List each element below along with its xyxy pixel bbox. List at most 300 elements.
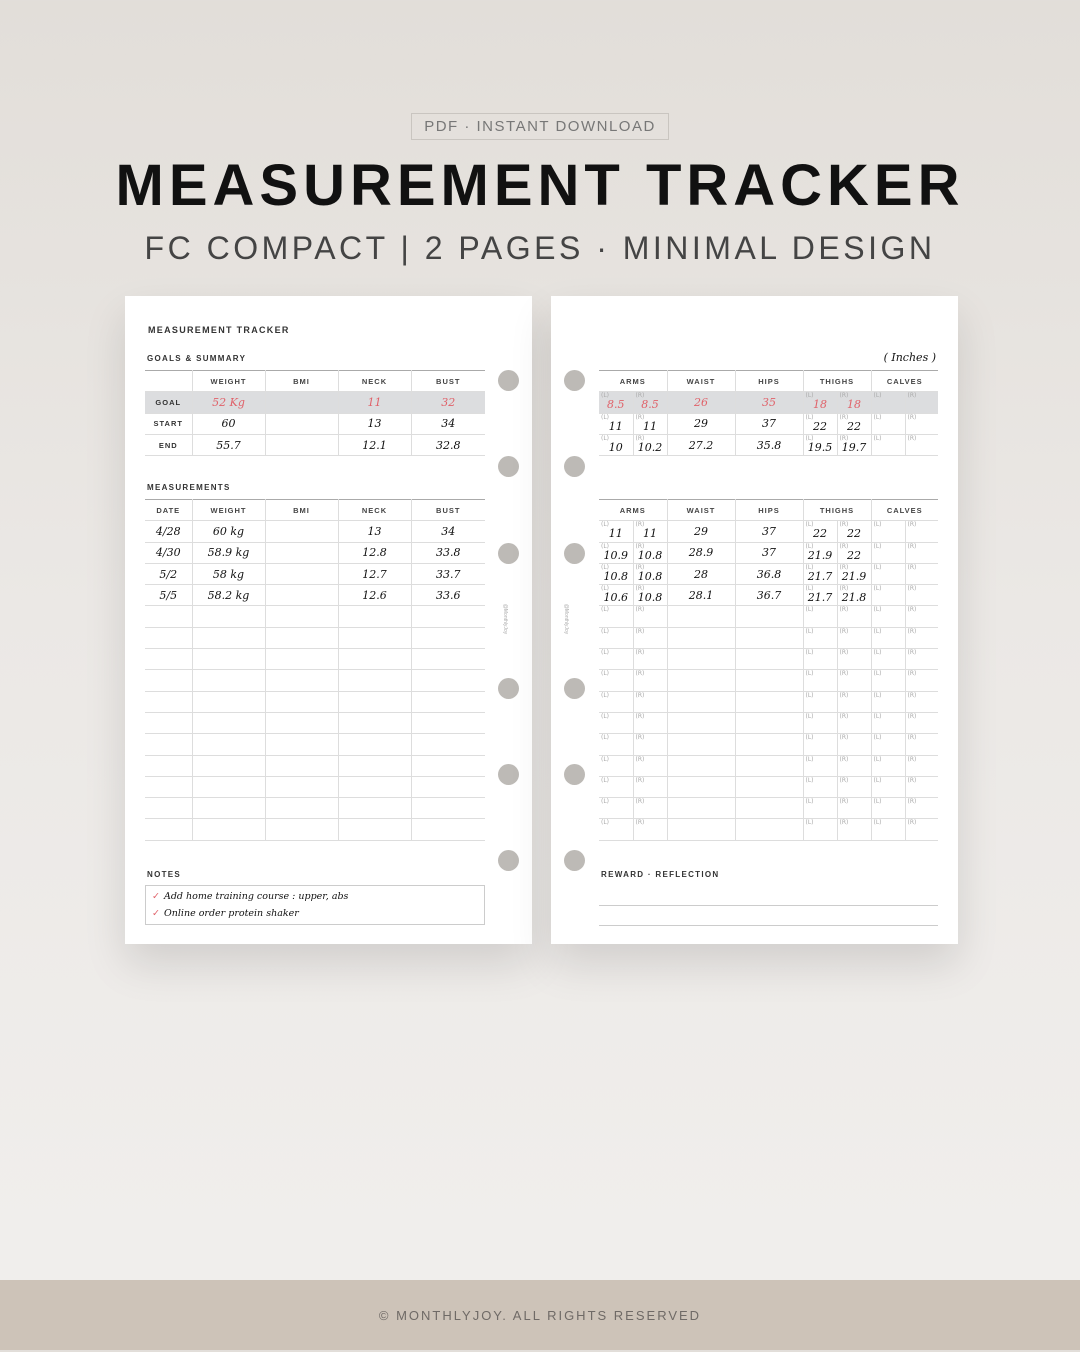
cell-value [634, 742, 667, 747]
right-side-icon: (R) [839, 670, 849, 678]
table-row[interactable] [599, 392, 938, 413]
table-row[interactable] [145, 585, 485, 606]
table-cell: 58 kg [192, 563, 265, 584]
table-row[interactable] [145, 712, 485, 733]
table-cell [633, 776, 667, 797]
column-header: WEIGHT [192, 371, 265, 392]
table-cell [411, 776, 485, 797]
cell-value [872, 635, 905, 640]
table-cell [871, 585, 905, 606]
table-row[interactable] [599, 521, 938, 542]
column-header: BUST [411, 500, 485, 521]
table-cell [735, 776, 803, 797]
cell-value [906, 635, 939, 640]
table-cell [338, 798, 411, 819]
right-side-icon: (R) [635, 392, 645, 400]
table-cell [667, 606, 735, 627]
cell-value [599, 614, 633, 619]
left-side-icon: (L) [601, 434, 610, 442]
table-cell [905, 734, 938, 755]
table-row[interactable] [599, 755, 938, 776]
table-cell [599, 670, 633, 691]
table-cell [338, 712, 411, 733]
table-row[interactable] [599, 627, 938, 648]
right-side-icon: (R) [635, 798, 645, 806]
table-cell [667, 670, 735, 691]
left-side-icon: (L) [873, 585, 882, 593]
left-side-icon: (L) [601, 563, 610, 571]
cell-value: 10.8 [637, 591, 663, 605]
row-label [145, 691, 192, 712]
cell-value [599, 699, 633, 704]
table-cell [905, 712, 938, 733]
table-cell [803, 542, 837, 563]
cell-value [838, 614, 871, 619]
cell-value: 21.7 [807, 570, 833, 584]
table-cell [871, 392, 905, 413]
table-cell: 33.6 [411, 585, 485, 606]
table-cell [411, 691, 485, 712]
format-badge: PDF · INSTANT DOWNLOAD [411, 113, 669, 140]
table-cell [905, 434, 938, 455]
table-cell [905, 819, 938, 840]
cell-value [838, 763, 871, 768]
measurements-title: MEASUREMENTS [147, 483, 231, 492]
cell-value [804, 806, 837, 811]
right-side-icon: (R) [839, 542, 849, 550]
table-cell [735, 563, 803, 584]
table-cell [735, 542, 803, 563]
table-cell [871, 542, 905, 563]
table-cell [735, 798, 803, 819]
table-cell [192, 755, 265, 776]
row-label [145, 606, 192, 627]
table-row[interactable] [599, 819, 938, 840]
table-cell [667, 521, 735, 542]
right-side-icon: (R) [839, 434, 849, 442]
row-label [145, 627, 192, 648]
cell-value [872, 400, 905, 405]
table-cell [667, 712, 735, 733]
cell-value [838, 827, 871, 832]
table-cell [735, 413, 803, 434]
table-row[interactable] [599, 434, 938, 455]
column-header: ARMS [599, 500, 667, 521]
table-row[interactable] [599, 670, 938, 691]
notes-title: NOTES [147, 870, 182, 879]
table-cell [735, 670, 803, 691]
copyright-footer: © MONTHLYJOY. ALL RIGHTS RESERVED [0, 1280, 1080, 1350]
cell-value [906, 421, 939, 426]
left-side-icon: (L) [873, 776, 882, 784]
table-cell [633, 755, 667, 776]
left-side-icon: (L) [805, 392, 814, 400]
table-cell [192, 606, 265, 627]
table-row[interactable] [599, 712, 938, 733]
table-cell [633, 434, 667, 455]
table-cell [599, 819, 633, 840]
cell-value [906, 742, 939, 747]
table-row[interactable] [145, 542, 485, 563]
table-cell [192, 670, 265, 691]
column-header: HIPS [735, 500, 803, 521]
table-cell [803, 627, 837, 648]
binder-hole [498, 543, 519, 564]
left-side-icon: (L) [873, 819, 882, 827]
table-cell [735, 521, 803, 542]
table-cell: 55.7 [192, 434, 265, 455]
left-side-icon: (L) [805, 413, 814, 421]
binder-hole [564, 850, 585, 871]
table-row[interactable] [599, 563, 938, 584]
goals-title: GOALS & SUMMARY [147, 354, 247, 363]
column-header: HIPS [735, 371, 803, 392]
table-cell [599, 798, 633, 819]
right-side-icon: (R) [839, 563, 849, 571]
cell-value: 27.2 [688, 438, 714, 452]
table-row[interactable] [599, 691, 938, 712]
right-side-icon: (R) [907, 542, 917, 550]
right-side-icon: (R) [907, 776, 917, 784]
left-side-icon: (L) [805, 776, 814, 784]
cell-value [634, 699, 667, 704]
left-side-icon: (L) [601, 819, 610, 827]
table-cell [803, 798, 837, 819]
table-cell [735, 585, 803, 606]
table-cell [735, 691, 803, 712]
column-header: THIGHS [803, 371, 871, 392]
table-cell [803, 521, 837, 542]
right-side-icon: (R) [839, 392, 849, 400]
cell-value [599, 721, 633, 726]
cell-value [804, 742, 837, 747]
cell-value [838, 785, 871, 790]
cell-value: 11 [643, 527, 657, 541]
table-cell [599, 627, 633, 648]
cell-value [906, 785, 939, 790]
right-side-icon: (R) [635, 606, 645, 614]
note-item: ✓ Add home training course : upper, abs [152, 891, 349, 902]
table-cell [633, 798, 667, 819]
table-cell [803, 755, 837, 776]
cell-value: 22 [847, 419, 861, 433]
table-cell [338, 606, 411, 627]
table-cell: 52 Kg [192, 392, 265, 413]
cell-value: 37 [762, 417, 776, 431]
table-row[interactable] [145, 691, 485, 712]
table-row[interactable] [145, 798, 485, 819]
cell-value: 29 [694, 524, 708, 538]
right-side-icon: (R) [907, 585, 917, 593]
left-side-icon: (L) [805, 712, 814, 720]
table-cell [599, 755, 633, 776]
column-header: BMI [265, 371, 338, 392]
table-cell [599, 413, 633, 434]
table-row[interactable] [599, 734, 938, 755]
notes-box [145, 885, 485, 925]
right-side-icon: (R) [839, 734, 849, 742]
cell-value: 11 [643, 419, 657, 433]
table-cell [599, 606, 633, 627]
cell-value: 21.8 [841, 591, 867, 605]
binder-hole [498, 370, 519, 391]
table-row[interactable] [599, 542, 938, 563]
cell-value [872, 678, 905, 683]
table-row[interactable] [145, 734, 485, 755]
table-cell [411, 712, 485, 733]
right-side-icon: (R) [907, 392, 917, 400]
cell-value [906, 443, 939, 448]
table-cell [735, 734, 803, 755]
cell-value [906, 614, 939, 619]
cell-value: 18 [813, 398, 827, 412]
right-side-icon: (R) [635, 521, 645, 529]
table-cell [871, 670, 905, 691]
table-row[interactable] [599, 413, 938, 434]
table-row[interactable] [145, 434, 485, 455]
table-cell [837, 755, 871, 776]
table-cell [905, 755, 938, 776]
table-cell [837, 542, 871, 563]
table-cell [667, 434, 735, 455]
cell-value [634, 763, 667, 768]
left-side-icon: (L) [805, 755, 814, 763]
cell-value: 19.7 [841, 441, 867, 455]
right-side-icon: (R) [907, 798, 917, 806]
watermark: @MonthlyJoy [563, 603, 570, 635]
table-cell [667, 627, 735, 648]
table-row[interactable] [145, 755, 485, 776]
check-icon: ✓ [152, 891, 160, 902]
left-side-icon: (L) [805, 542, 814, 550]
left-side-icon: (L) [601, 627, 610, 635]
table-row[interactable] [599, 585, 938, 606]
left-side-icon: (L) [873, 798, 882, 806]
table-row[interactable] [599, 798, 938, 819]
table-cell [871, 606, 905, 627]
table-cell [411, 734, 485, 755]
table-row[interactable] [599, 776, 938, 797]
table-cell [837, 434, 871, 455]
table-cell [803, 563, 837, 584]
binder-hole [498, 764, 519, 785]
left-side-icon: (L) [601, 712, 610, 720]
cell-value: 26 [694, 395, 708, 409]
table-cell [905, 691, 938, 712]
header-row [599, 500, 938, 521]
table-cell [667, 819, 735, 840]
cell-value: 10.8 [637, 570, 663, 584]
table-cell [599, 585, 633, 606]
left-side-icon: (L) [805, 521, 814, 529]
cell-value [634, 806, 667, 811]
table-row[interactable] [145, 413, 485, 434]
table-cell [667, 413, 735, 434]
cell-value [634, 678, 667, 683]
row-label [145, 798, 192, 819]
table-row[interactable] [145, 776, 485, 797]
right-side-icon: (R) [907, 413, 917, 421]
table-cell [338, 776, 411, 797]
table-cell [633, 734, 667, 755]
table-row[interactable] [145, 563, 485, 584]
table-cell [735, 606, 803, 627]
table-cell [803, 392, 837, 413]
table-cell [411, 627, 485, 648]
cell-value [906, 657, 939, 662]
row-label [145, 649, 192, 670]
table-cell: 13 [338, 521, 411, 542]
cell-value [872, 806, 905, 811]
table-cell [411, 798, 485, 819]
left-side-icon: (L) [805, 819, 814, 827]
table-cell: 33.8 [411, 542, 485, 563]
left-page [125, 296, 532, 944]
goals-measure-table [599, 370, 938, 456]
row-label [145, 670, 192, 691]
cell-value [634, 657, 667, 662]
table-cell [265, 413, 338, 434]
table-row[interactable] [145, 521, 485, 542]
column-header: BUST [411, 371, 485, 392]
table-row[interactable] [145, 670, 485, 691]
table-cell [871, 563, 905, 584]
cell-value: 36.8 [756, 567, 782, 581]
table-cell [803, 413, 837, 434]
cell-value [634, 827, 667, 832]
writing-line [599, 925, 938, 926]
cell-value [804, 635, 837, 640]
left-side-icon: (L) [805, 434, 814, 442]
table-cell [905, 392, 938, 413]
table-cell [905, 627, 938, 648]
table-cell [411, 819, 485, 840]
column-header: WEIGHT [192, 500, 265, 521]
table-row[interactable] [599, 606, 938, 627]
right-side-icon: (R) [635, 691, 645, 699]
column-header: THIGHS [803, 500, 871, 521]
table-cell [192, 819, 265, 840]
table-cell [837, 606, 871, 627]
cell-value [872, 550, 905, 555]
table-cell [599, 649, 633, 670]
cell-value: 22 [813, 419, 827, 433]
cell-value [838, 657, 871, 662]
table-cell [633, 392, 667, 413]
cell-value [906, 827, 939, 832]
table-cell: 11 [338, 392, 411, 413]
cell-value: 18 [847, 398, 861, 412]
table-cell [599, 776, 633, 797]
table-cell [803, 670, 837, 691]
right-side-icon: (R) [635, 585, 645, 593]
table-cell [837, 776, 871, 797]
cell-value [634, 785, 667, 790]
right-side-icon: (R) [635, 755, 645, 763]
table-cell [667, 649, 735, 670]
cell-value [634, 614, 667, 619]
cell-value: 10.8 [603, 570, 628, 584]
table-cell [837, 585, 871, 606]
cell-value [804, 721, 837, 726]
table-cell [192, 627, 265, 648]
cell-value: 10.8 [637, 548, 663, 562]
table-row[interactable] [599, 649, 938, 670]
column-header: ARMS [599, 371, 667, 392]
right-side-icon: (R) [635, 819, 645, 827]
cell-value: 10 [608, 441, 623, 455]
cell-value [872, 721, 905, 726]
table-cell [599, 521, 633, 542]
table-cell [338, 627, 411, 648]
table-cell [265, 712, 338, 733]
table-cell [735, 392, 803, 413]
right-side-icon: (R) [839, 776, 849, 784]
left-side-icon: (L) [873, 392, 882, 400]
table-cell [338, 819, 411, 840]
table-cell [667, 691, 735, 712]
left-side-icon: (L) [601, 649, 610, 657]
right-side-icon: (R) [907, 649, 917, 657]
writing-line [599, 905, 938, 906]
table-cell [265, 585, 338, 606]
table-cell [905, 606, 938, 627]
table-cell [633, 606, 667, 627]
table-cell [735, 712, 803, 733]
cell-value [838, 742, 871, 747]
cell-value [634, 721, 667, 726]
page-title: MEASUREMENT TRACKER [148, 325, 290, 335]
table-row[interactable] [145, 649, 485, 670]
left-side-icon: (L) [873, 734, 882, 742]
column-header: NECK [338, 500, 411, 521]
table-row[interactable] [145, 627, 485, 648]
table-cell [905, 649, 938, 670]
right-side-icon: (R) [635, 413, 645, 421]
table-cell [871, 798, 905, 819]
table-cell [338, 734, 411, 755]
table-cell [803, 819, 837, 840]
cell-value [599, 678, 633, 683]
cell-value [872, 699, 905, 704]
right-side-icon: (R) [839, 819, 849, 827]
left-side-icon: (L) [805, 627, 814, 635]
cell-value [599, 635, 633, 640]
table-cell [338, 649, 411, 670]
left-side-icon: (L) [601, 392, 610, 400]
table-cell [735, 627, 803, 648]
left-side-icon: (L) [873, 606, 882, 614]
table-row[interactable] [145, 606, 485, 627]
left-side-icon: (L) [601, 585, 610, 593]
table-cell [265, 542, 338, 563]
table-cell [192, 712, 265, 733]
table-cell [192, 691, 265, 712]
table-cell: 12.7 [338, 563, 411, 584]
cell-value [599, 763, 633, 768]
left-side-icon: (L) [805, 649, 814, 657]
table-row[interactable] [145, 392, 485, 413]
table-cell [599, 392, 633, 413]
table-cell: 13 [338, 413, 411, 434]
cell-value [906, 806, 939, 811]
table-row[interactable] [145, 819, 485, 840]
cell-value [804, 699, 837, 704]
table-cell [192, 798, 265, 819]
main-title: MEASUREMENT TRACKER [115, 153, 965, 218]
note-item: ✓ Online order protein shaker [152, 908, 299, 919]
cell-value: 37 [762, 546, 776, 560]
